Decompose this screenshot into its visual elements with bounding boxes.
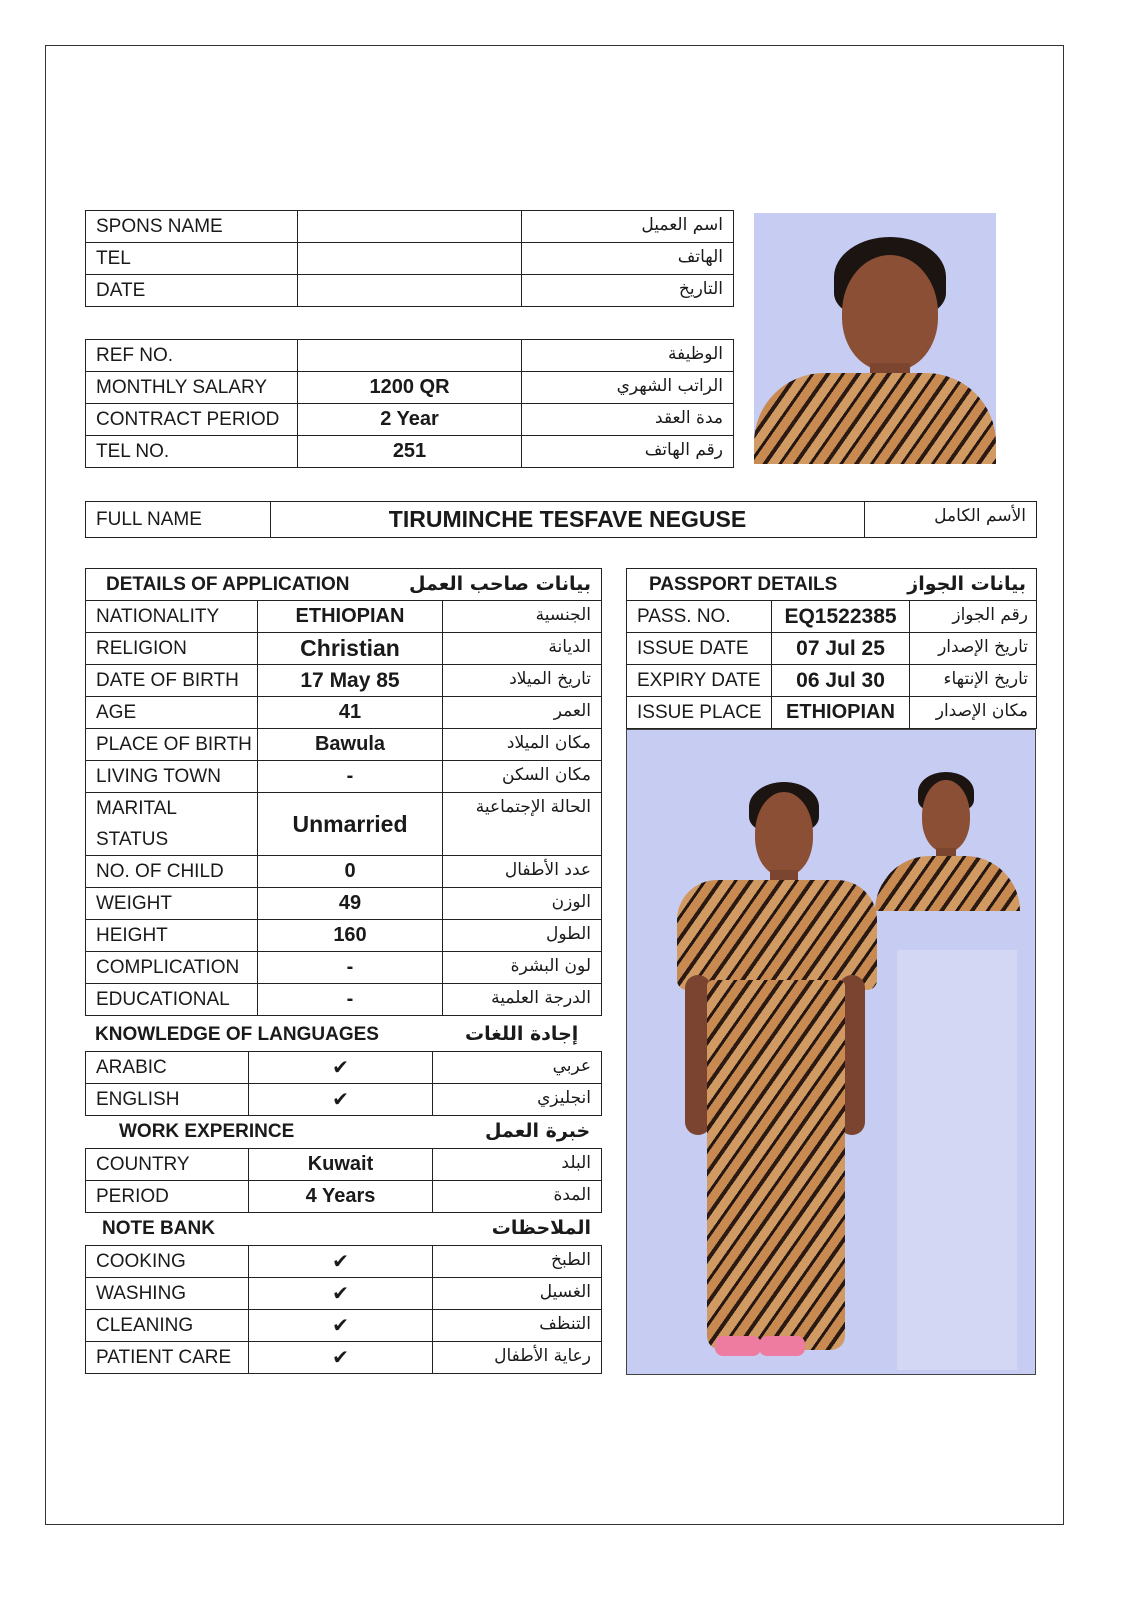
- religion-label: RELIGION: [86, 633, 258, 665]
- cleaning-label-ar: التنظف: [433, 1310, 602, 1342]
- notes-title: NOTE BANK: [102, 1218, 215, 1239]
- arabic-label-ar: عربي: [433, 1052, 602, 1084]
- full-name-value: TIRUMINCHE TESFAVE NEGUSE: [271, 502, 865, 538]
- washing-label: WASHING: [86, 1278, 249, 1310]
- headshot-photo: [754, 213, 996, 464]
- table-row: [86, 1052, 602, 1084]
- period-label-ar: المدة: [433, 1181, 602, 1213]
- country-label-ar: البلد: [433, 1149, 602, 1181]
- full-name-label: FULL NAME: [86, 502, 271, 538]
- table-row: [86, 633, 602, 665]
- complication-label-ar: لون البشرة: [443, 952, 602, 984]
- religion-label-ar: الديانة: [443, 633, 602, 665]
- pass-no-label-ar: رقم الجواز: [910, 601, 1037, 633]
- application-table: [85, 568, 602, 1016]
- ref-no-label-ar: الوظيفة: [522, 340, 734, 372]
- table-row: [86, 340, 734, 372]
- english-label: ENGLISH: [86, 1084, 249, 1116]
- expiry-date-value: 06 Jul 30: [772, 665, 910, 697]
- issue-place-label: ISSUE PLACE: [627, 697, 772, 729]
- dob-value: 17 May 85: [258, 665, 443, 697]
- full-name-table: [85, 501, 1037, 538]
- salary-label: MONTHLY SALARY: [86, 372, 298, 404]
- experience-title-ar: خبرة العمل: [485, 1120, 591, 1142]
- application-title-ar: بيانات صاحب العمل: [443, 569, 602, 601]
- living-town-label: LIVING TOWN: [86, 761, 258, 793]
- table-row: [86, 1246, 602, 1278]
- tel-no-value: 251: [298, 436, 522, 468]
- height-label: HEIGHT: [86, 920, 258, 952]
- table-row: [86, 856, 602, 888]
- cooking-label-ar: الطبخ: [433, 1246, 602, 1278]
- languages-table: [85, 1051, 602, 1116]
- full-body-photo: [626, 729, 1036, 1375]
- country-label: COUNTRY: [86, 1149, 249, 1181]
- table-row: [86, 1310, 602, 1342]
- dob-label: DATE OF BIRTH: [86, 665, 258, 697]
- table-row: [86, 1084, 602, 1116]
- nationality-label: NATIONALITY: [86, 601, 258, 633]
- pass-no-value: EQ1522385: [772, 601, 910, 633]
- sponsor-name-label: SPONS NAME: [86, 211, 298, 243]
- cleaning-check-icon: ✔: [249, 1310, 433, 1342]
- languages-title-ar: إجادة اللغات: [465, 1023, 579, 1045]
- country-value: Kuwait: [249, 1149, 433, 1181]
- application-header: [86, 569, 602, 601]
- living-town-label-ar: مكان السكن: [443, 761, 602, 793]
- age-value: 41: [258, 697, 443, 729]
- expiry-date-label: EXPIRY DATE: [627, 665, 772, 697]
- washing-check-icon: ✔: [249, 1278, 433, 1310]
- issue-place-label-ar: مكان الإصدار: [910, 697, 1037, 729]
- contract-period-label: CONTRACT PERIOD: [86, 404, 298, 436]
- place-of-birth-value: Bawula: [258, 729, 443, 761]
- experience-title: WORK EXPERINCE: [119, 1121, 295, 1142]
- issue-date-label: ISSUE DATE: [627, 633, 772, 665]
- table-row: [86, 761, 602, 793]
- passport-table: [626, 568, 1037, 729]
- table-row: [86, 984, 602, 1016]
- sponsor-tel-value: [298, 243, 522, 275]
- languages-header: [85, 1019, 601, 1051]
- table-row: [86, 502, 1037, 538]
- height-value: 160: [258, 920, 443, 952]
- ref-no-value: [298, 340, 522, 372]
- marital-status-value: Unmarried: [258, 793, 443, 856]
- sponsor-table: [85, 210, 734, 307]
- sponsor-tel-label-ar: الهاتف: [522, 243, 734, 275]
- salary-label-ar: الراتب الشهري: [522, 372, 734, 404]
- languages-title: KNOWLEDGE OF LANGUAGES: [95, 1024, 379, 1045]
- marital-status-label-ar: الحالة الإجتماعية: [443, 793, 602, 856]
- contract-table: [85, 339, 734, 468]
- sponsor-name-value: [298, 211, 522, 243]
- place-of-birth-label: PLACE OF BIRTH: [86, 729, 258, 761]
- age-label-ar: العمر: [443, 697, 602, 729]
- complication-value: -: [258, 952, 443, 984]
- cleaning-label: CLEANING: [86, 1310, 249, 1342]
- weight-value: 49: [258, 888, 443, 920]
- table-row: [86, 697, 602, 729]
- washing-label-ar: الغسيل: [433, 1278, 602, 1310]
- arabic-check-icon: ✔: [249, 1052, 433, 1084]
- weight-label: WEIGHT: [86, 888, 258, 920]
- patient-care-check-icon: ✔: [249, 1342, 433, 1374]
- patient-care-label-ar: رعاية الأطفال: [433, 1342, 602, 1374]
- experience-table: [85, 1148, 602, 1213]
- tel-no-label: TEL NO.: [86, 436, 298, 468]
- issue-date-label-ar: تاريخ الإصدار: [910, 633, 1037, 665]
- marital-status-label: MARITAL STATUS: [86, 793, 258, 856]
- table-row: [86, 729, 602, 761]
- table-row: [86, 1149, 602, 1181]
- pass-no-label: PASS. NO.: [627, 601, 772, 633]
- table-row: [86, 1181, 602, 1213]
- place-of-birth-label-ar: مكان الميلاد: [443, 729, 602, 761]
- sponsor-name-label-ar: اسم العميل: [522, 211, 734, 243]
- application-title: DETAILS OF APPLICATION: [86, 569, 443, 601]
- table-row: [627, 697, 1037, 729]
- table-row: [86, 1342, 602, 1374]
- period-value: 4 Years: [249, 1181, 433, 1213]
- table-row: [86, 211, 734, 243]
- arabic-label: ARABIC: [86, 1052, 249, 1084]
- table-row: [86, 793, 602, 856]
- cooking-label: COOKING: [86, 1246, 249, 1278]
- sponsor-date-value: [298, 275, 522, 307]
- religion-value: Christian: [258, 633, 443, 665]
- table-row: [86, 601, 602, 633]
- no-of-child-label-ar: عدد الأطفال: [443, 856, 602, 888]
- contract-period-label-ar: مدة العقد: [522, 404, 734, 436]
- sponsor-tel-label: TEL: [86, 243, 298, 275]
- tel-no-label-ar: رقم الهاتف: [522, 436, 734, 468]
- table-row: [627, 633, 1037, 665]
- no-of-child-label: NO. OF CHILD: [86, 856, 258, 888]
- passport-title-ar: بيانات الجواز: [910, 569, 1037, 601]
- educational-label: EDUCATIONAL: [86, 984, 258, 1016]
- dob-label-ar: تاريخ الميلاد: [443, 665, 602, 697]
- english-label-ar: انجليزي: [433, 1084, 602, 1116]
- no-of-child-value: 0: [258, 856, 443, 888]
- educational-value: -: [258, 984, 443, 1016]
- issue-place-value: ETHIOPIAN: [772, 697, 910, 729]
- table-row: [86, 920, 602, 952]
- issue-date-value: 07 Jul 25: [772, 633, 910, 665]
- notes-table: [85, 1245, 602, 1374]
- salary-value: 1200 QR: [298, 372, 522, 404]
- table-row: [86, 404, 734, 436]
- contract-period-value: 2 Year: [298, 404, 522, 436]
- table-row: [86, 436, 734, 468]
- weight-label-ar: الوزن: [443, 888, 602, 920]
- expiry-date-label-ar: تاريخ الإنتهاء: [910, 665, 1037, 697]
- experience-header: [85, 1116, 601, 1148]
- table-row: [627, 665, 1037, 697]
- patient-care-label: PATIENT CARE: [86, 1342, 249, 1374]
- notes-header: [85, 1213, 601, 1245]
- period-label: PERIOD: [86, 1181, 249, 1213]
- ref-no-label: REF NO.: [86, 340, 298, 372]
- table-row: [86, 243, 734, 275]
- full-name-label-ar: الأسم الكامل: [865, 502, 1037, 538]
- english-check-icon: ✔: [249, 1084, 433, 1116]
- cooking-check-icon: ✔: [249, 1246, 433, 1278]
- table-row: [627, 601, 1037, 633]
- table-row: [86, 665, 602, 697]
- sponsor-date-label: DATE: [86, 275, 298, 307]
- table-row: [86, 1278, 602, 1310]
- table-row: [86, 275, 734, 307]
- complication-label: COMPLICATION: [86, 952, 258, 984]
- height-label-ar: الطول: [443, 920, 602, 952]
- passport-header: [627, 569, 1037, 601]
- table-row: [86, 888, 602, 920]
- table-row: [86, 952, 602, 984]
- living-town-value: -: [258, 761, 443, 793]
- age-label: AGE: [86, 697, 258, 729]
- sponsor-date-label-ar: التاريخ: [522, 275, 734, 307]
- nationality-value: ETHIOPIAN: [258, 601, 443, 633]
- notes-title-ar: الملاحظات: [491, 1217, 591, 1239]
- nationality-label-ar: الجنسية: [443, 601, 602, 633]
- passport-title: PASSPORT DETAILS: [627, 569, 910, 601]
- educational-label-ar: الدرجة العلمية: [443, 984, 602, 1016]
- table-row: [86, 372, 734, 404]
